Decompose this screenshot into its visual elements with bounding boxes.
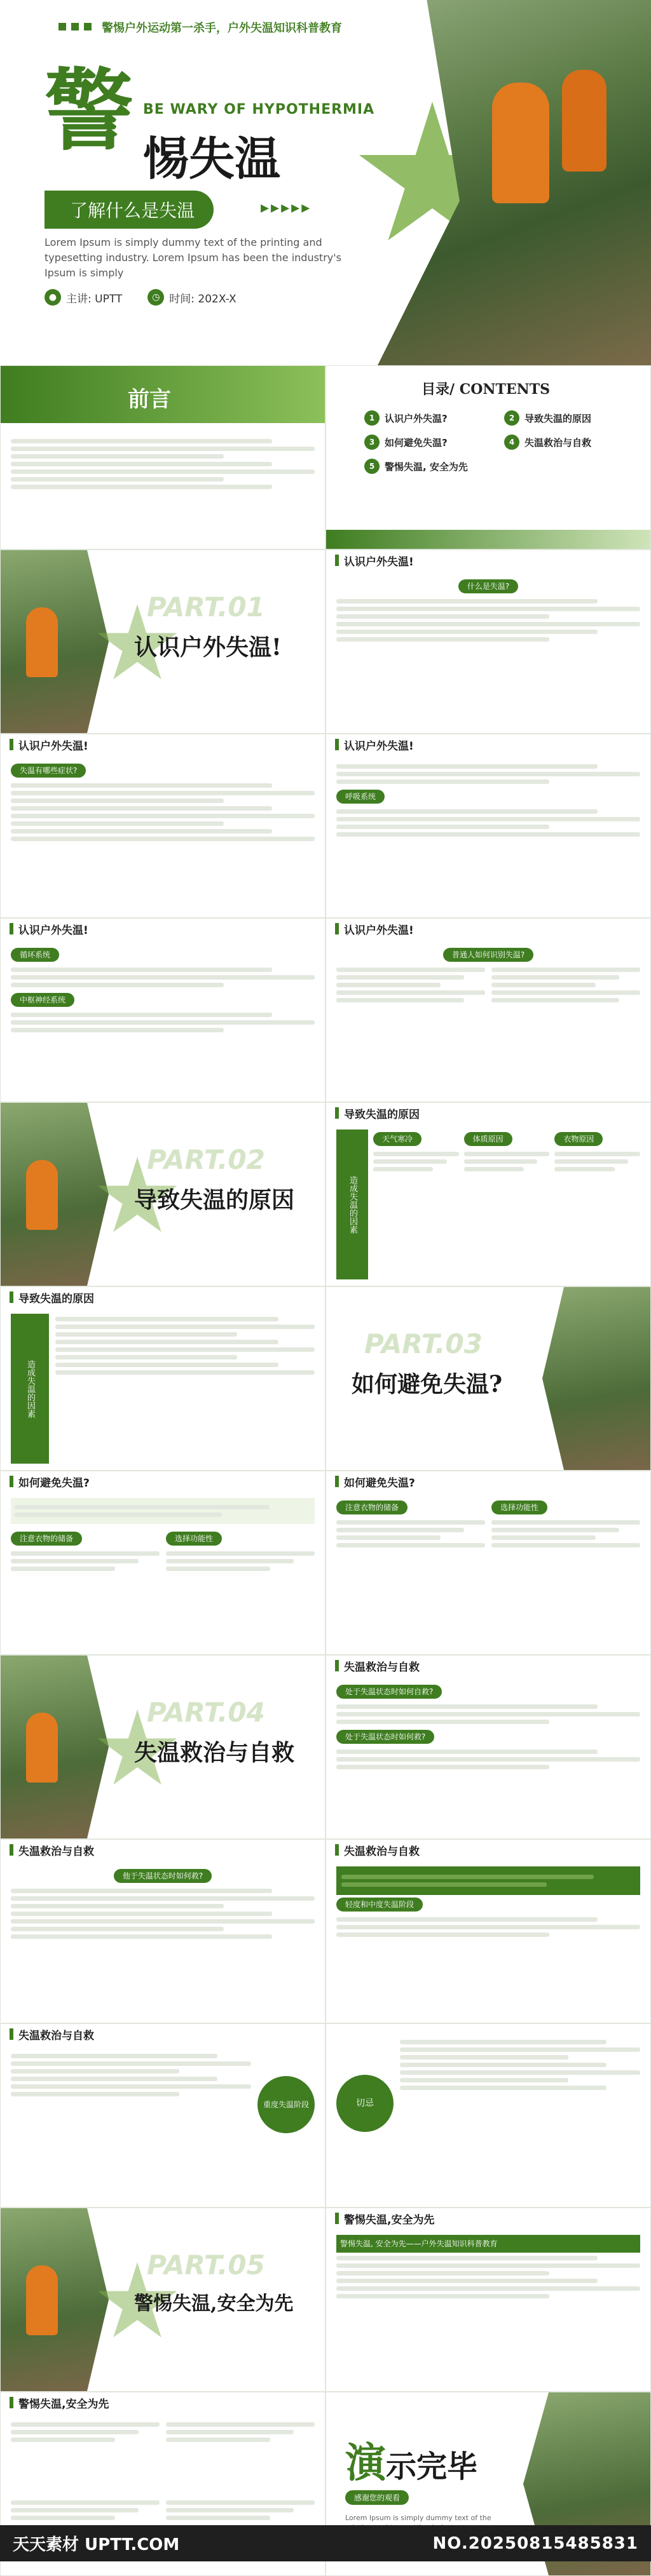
- section-1-title: 认识户外失温!: [134, 634, 282, 661]
- arrow-decoration: ▸▸▸▸▸: [261, 198, 312, 217]
- section-2-slide: [0, 1102, 326, 1286]
- pill-circulate: 循环系统: [11, 948, 59, 962]
- toc-item-3[interactable]: 3 如何避免失温?: [364, 435, 491, 450]
- speaker-chip: [45, 289, 122, 306]
- pill-what: 什么是失温?: [458, 579, 518, 593]
- avoid-slide-2: 如何避免失温? 注意衣物的储备 选择功能性: [326, 1471, 651, 1655]
- slide-header: 如何避免失温?: [344, 1476, 415, 1490]
- end-subtitle: 感谢您的观看: [345, 2490, 409, 2505]
- cause-label: 造成失温的因素: [336, 1130, 368, 1279]
- section-3-part: PART.03: [364, 1328, 483, 1359]
- cover-title: 惕失温: [143, 131, 281, 185]
- section-4-slide: [0, 1655, 326, 1839]
- toc-slide: [326, 365, 651, 550]
- pill-why: 普通人如何识别失温?: [443, 948, 533, 962]
- help-slide: 失温救治与自救 他于失温状态时如何救?: [0, 1839, 326, 2023]
- end-big-char: 演示完毕: [345, 2439, 478, 2487]
- toc-item-1[interactable]: 1 认识户外失温?: [364, 410, 491, 426]
- preface-slide: [0, 365, 326, 550]
- toc-item-2[interactable]: 2 导致失温的原因: [504, 410, 631, 426]
- slide-header: 导致失温的原因: [18, 1292, 94, 1305]
- symptom-slide: [0, 734, 326, 918]
- slide-header: 失温救治与自救: [344, 1845, 420, 1858]
- toc-title: 目录/ CONTENTS: [421, 381, 550, 398]
- identify-slide: [326, 918, 651, 1102]
- pill-nerve: 中枢神经系统: [11, 993, 74, 1007]
- slide-header: 如何避免失温?: [18, 1476, 90, 1490]
- end-description: Lorem Ipsum is simply dummy text of the: [345, 2514, 491, 2522]
- rescue-slide: 失温救治与自救 处于失温状态时如何自救? 处于失温状态时如何救?: [326, 1655, 651, 1839]
- section-4-title: 失温救治与自救: [134, 1739, 295, 1766]
- preface-title: 前言: [128, 387, 171, 412]
- slide-header: 认识户外失温!: [344, 924, 414, 937]
- caution-slide: [326, 2023, 651, 2208]
- slide-header: 失温救治与自救: [344, 1661, 420, 1674]
- slide-grid: [0, 365, 651, 2576]
- section-4-part: PART.04: [147, 1697, 265, 1728]
- slide-header: 警惕失温,安全为先: [344, 2213, 435, 2227]
- pill-breath: 呼吸系统: [336, 790, 385, 804]
- section-1-part: PART.01: [147, 591, 265, 623]
- slide-header: 导致失温的原因: [344, 1108, 420, 1121]
- cover-description: Lorem Ipsum is simply dummy text of the printing and typesetting industry. Lorem Ipsum has been the industry's Ipsum is simply: [45, 236, 341, 279]
- section-5-title: 警惕失温,安全为先: [134, 2293, 294, 2315]
- slide-header: 认识户外失温!: [344, 555, 414, 569]
- watermark-right: NO.20250815485831: [432, 2533, 638, 2553]
- section-1-slide: [0, 550, 326, 734]
- section-3-slide: [326, 1286, 651, 1471]
- breath-slide: [326, 734, 651, 918]
- toc-item-4[interactable]: 4 失温救治与自救: [504, 435, 631, 450]
- cover-slide: [0, 0, 651, 365]
- cause-slide: 导致失温的原因 造成失温的因素 天气寒冷 体质原因 衣物原因: [326, 1102, 651, 1286]
- slide-header: 警惕失温,安全为先: [18, 2397, 109, 2411]
- watermark-bar: [0, 2525, 651, 2561]
- cause-label: 造成失温的因素: [11, 1314, 49, 1464]
- stage-circle: 重度失温阶段: [257, 2076, 315, 2133]
- section-2-part: PART.02: [147, 1144, 265, 1175]
- circulate-slide: [0, 918, 326, 1102]
- section-2-title: 导致失温的原因: [134, 1187, 295, 1213]
- cause-detail-slide: [0, 1286, 326, 1471]
- section-3-title: 如何避免失温?: [352, 1371, 503, 1398]
- slide-header: 认识户外失温!: [344, 739, 414, 753]
- severe-slide: [0, 2023, 326, 2208]
- speaker-text: 主讲: UPTT: [66, 292, 123, 306]
- clock-icon: ◷: [147, 289, 164, 306]
- cover-big-char: 警: [45, 59, 134, 163]
- time-chip: [147, 289, 236, 306]
- cover-info: [45, 289, 236, 306]
- decor-squares: [58, 23, 92, 30]
- section-5-part: PART.05: [147, 2249, 265, 2281]
- what-is-slide: [326, 550, 651, 734]
- safety-slide: 警惕失温,安全为先 警惕失温, 安全为先——户外失温知识科普教育: [326, 2208, 651, 2392]
- caution-circle: 切忌: [336, 2075, 394, 2132]
- stage-slide: 失温救治与自救 轻度和中度失温阶段: [326, 1839, 651, 2023]
- slide-header: 失温救治与自救: [18, 2029, 94, 2042]
- cover-subtitle: 了解什么是失温: [45, 191, 214, 229]
- slide-header: 失温救治与自救: [18, 1845, 94, 1858]
- user-icon: ●: [45, 289, 61, 306]
- pill-symptom: 失温有哪些症状?: [11, 764, 86, 778]
- watermark-left: 天天素材 UPTT.COM: [13, 2535, 180, 2554]
- time-text: 时间: 202X-X: [169, 292, 236, 306]
- slide-header: 认识户外失温!: [18, 924, 88, 937]
- slide-header: 认识户外失温!: [18, 739, 88, 753]
- toc-item-5[interactable]: 5 警惕失温, 安全为先: [364, 459, 491, 474]
- cover-tagline: 警惕户外运动第一杀手，户外失温知识科普教育: [102, 22, 342, 35]
- section-5-slide: [0, 2208, 326, 2392]
- avoid-slide-1: 如何避免失温? 注意衣物的储备 选择功能性: [0, 1471, 326, 1655]
- cover-english-title: BE WARY OF HYPOTHERMIA: [143, 102, 375, 118]
